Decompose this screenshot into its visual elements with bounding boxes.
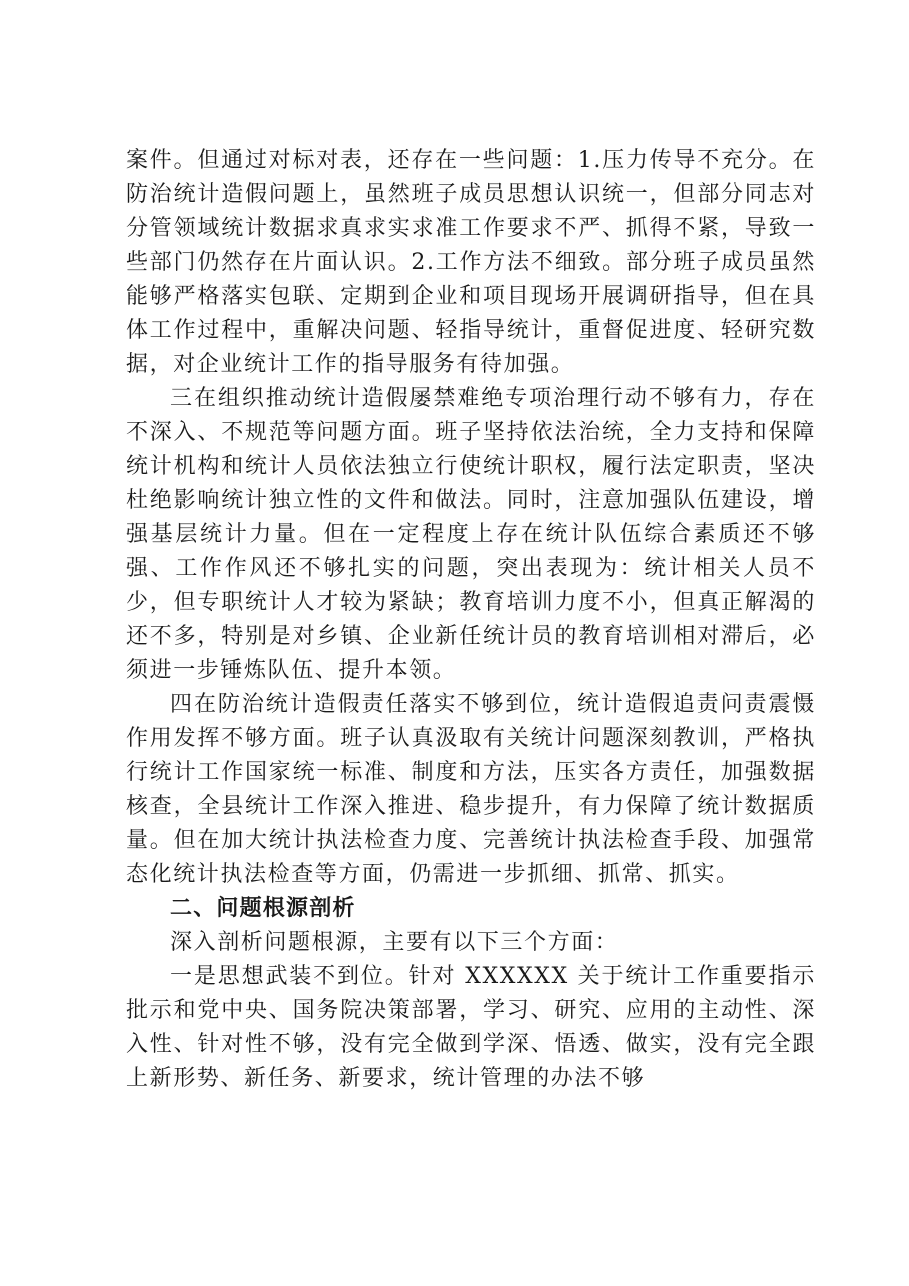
- paragraph-root-cause-intro: 深入剖析问题根源，主要有以下三个方面：: [170, 930, 619, 955]
- section-heading-root-cause: 二、问题根源剖析: [170, 896, 356, 921]
- paragraph-special-governance: 三在组织推动统计造假屡禁难绝专项治理行动不够有力，存在不深入、不规范等问题方面。班子坚持依法治统，全力支持和保障统计机构和统计人员依法独立行使统计职权，履行法定职责，坚决杜绝影响统计独立性的文件和做法。同时，注意加强队伍建设，增强基层统计力量。但在一定程度上存在统计队伍综合素质还不够强、工作作风还不够扎实的问题，突出表现为：统计相关人员不少，但专职统计人才较为紧缺；教育培训力度不小，但真正解渴的还不多，特别是对乡镇、企业新任统计员的教育培训相对滞后，必须进一步锤炼队伍、提升本领。: [126, 386, 816, 683]
- document-page: [126, 144, 816, 1096]
- paragraph-problems-continued: 案件。但通过对标对表，还存在一些问题：1.压力传导不充分。在防治统计造假问题上，虽然班子成员思想认识统一，但部分同志对分管领域统计数据求真求实求准工作要求不严、抓得不紧，导致一些部门仍然存在片面认识。2.工作方法不细致。部分班子成员虽然能够严格落实包联、定期到企业和项目现场开展调研指导，但在具体工作过程中，重解决问题、轻指导统计，重督促进度、轻研究数据，对企业统计工作的指导服务有待加强。: [126, 148, 816, 377]
- paragraph-ideology: 一是思想武装不到位。针对 XXXXXX 关于统计工作重要指示批示和党中央、国务院决策部署，学习、研究、应用的主动性、深入性、针对性不够，没有完全做到学深、悟透、做实，没有完全跟上新形势、新任务、新要求，统计管理的办法不够: [126, 964, 816, 1091]
- paragraph-responsibility: 四在防治统计造假责任落实不够到位，统计造假追责问责震慑作用发挥不够方面。班子认真汲取有关统计问题深刻教训，严格执行统计工作国家统一标准、制度和方法，压实各方责任，加强数据核查，全县统计工作深入推进、稳步提升，有力保障了统计数据质量。但在加大统计执法检查力度、完善统计执法检查手段、加强常态化统计执法检查等方面，仍需进一步抓细、抓常、抓实。: [126, 692, 816, 887]
